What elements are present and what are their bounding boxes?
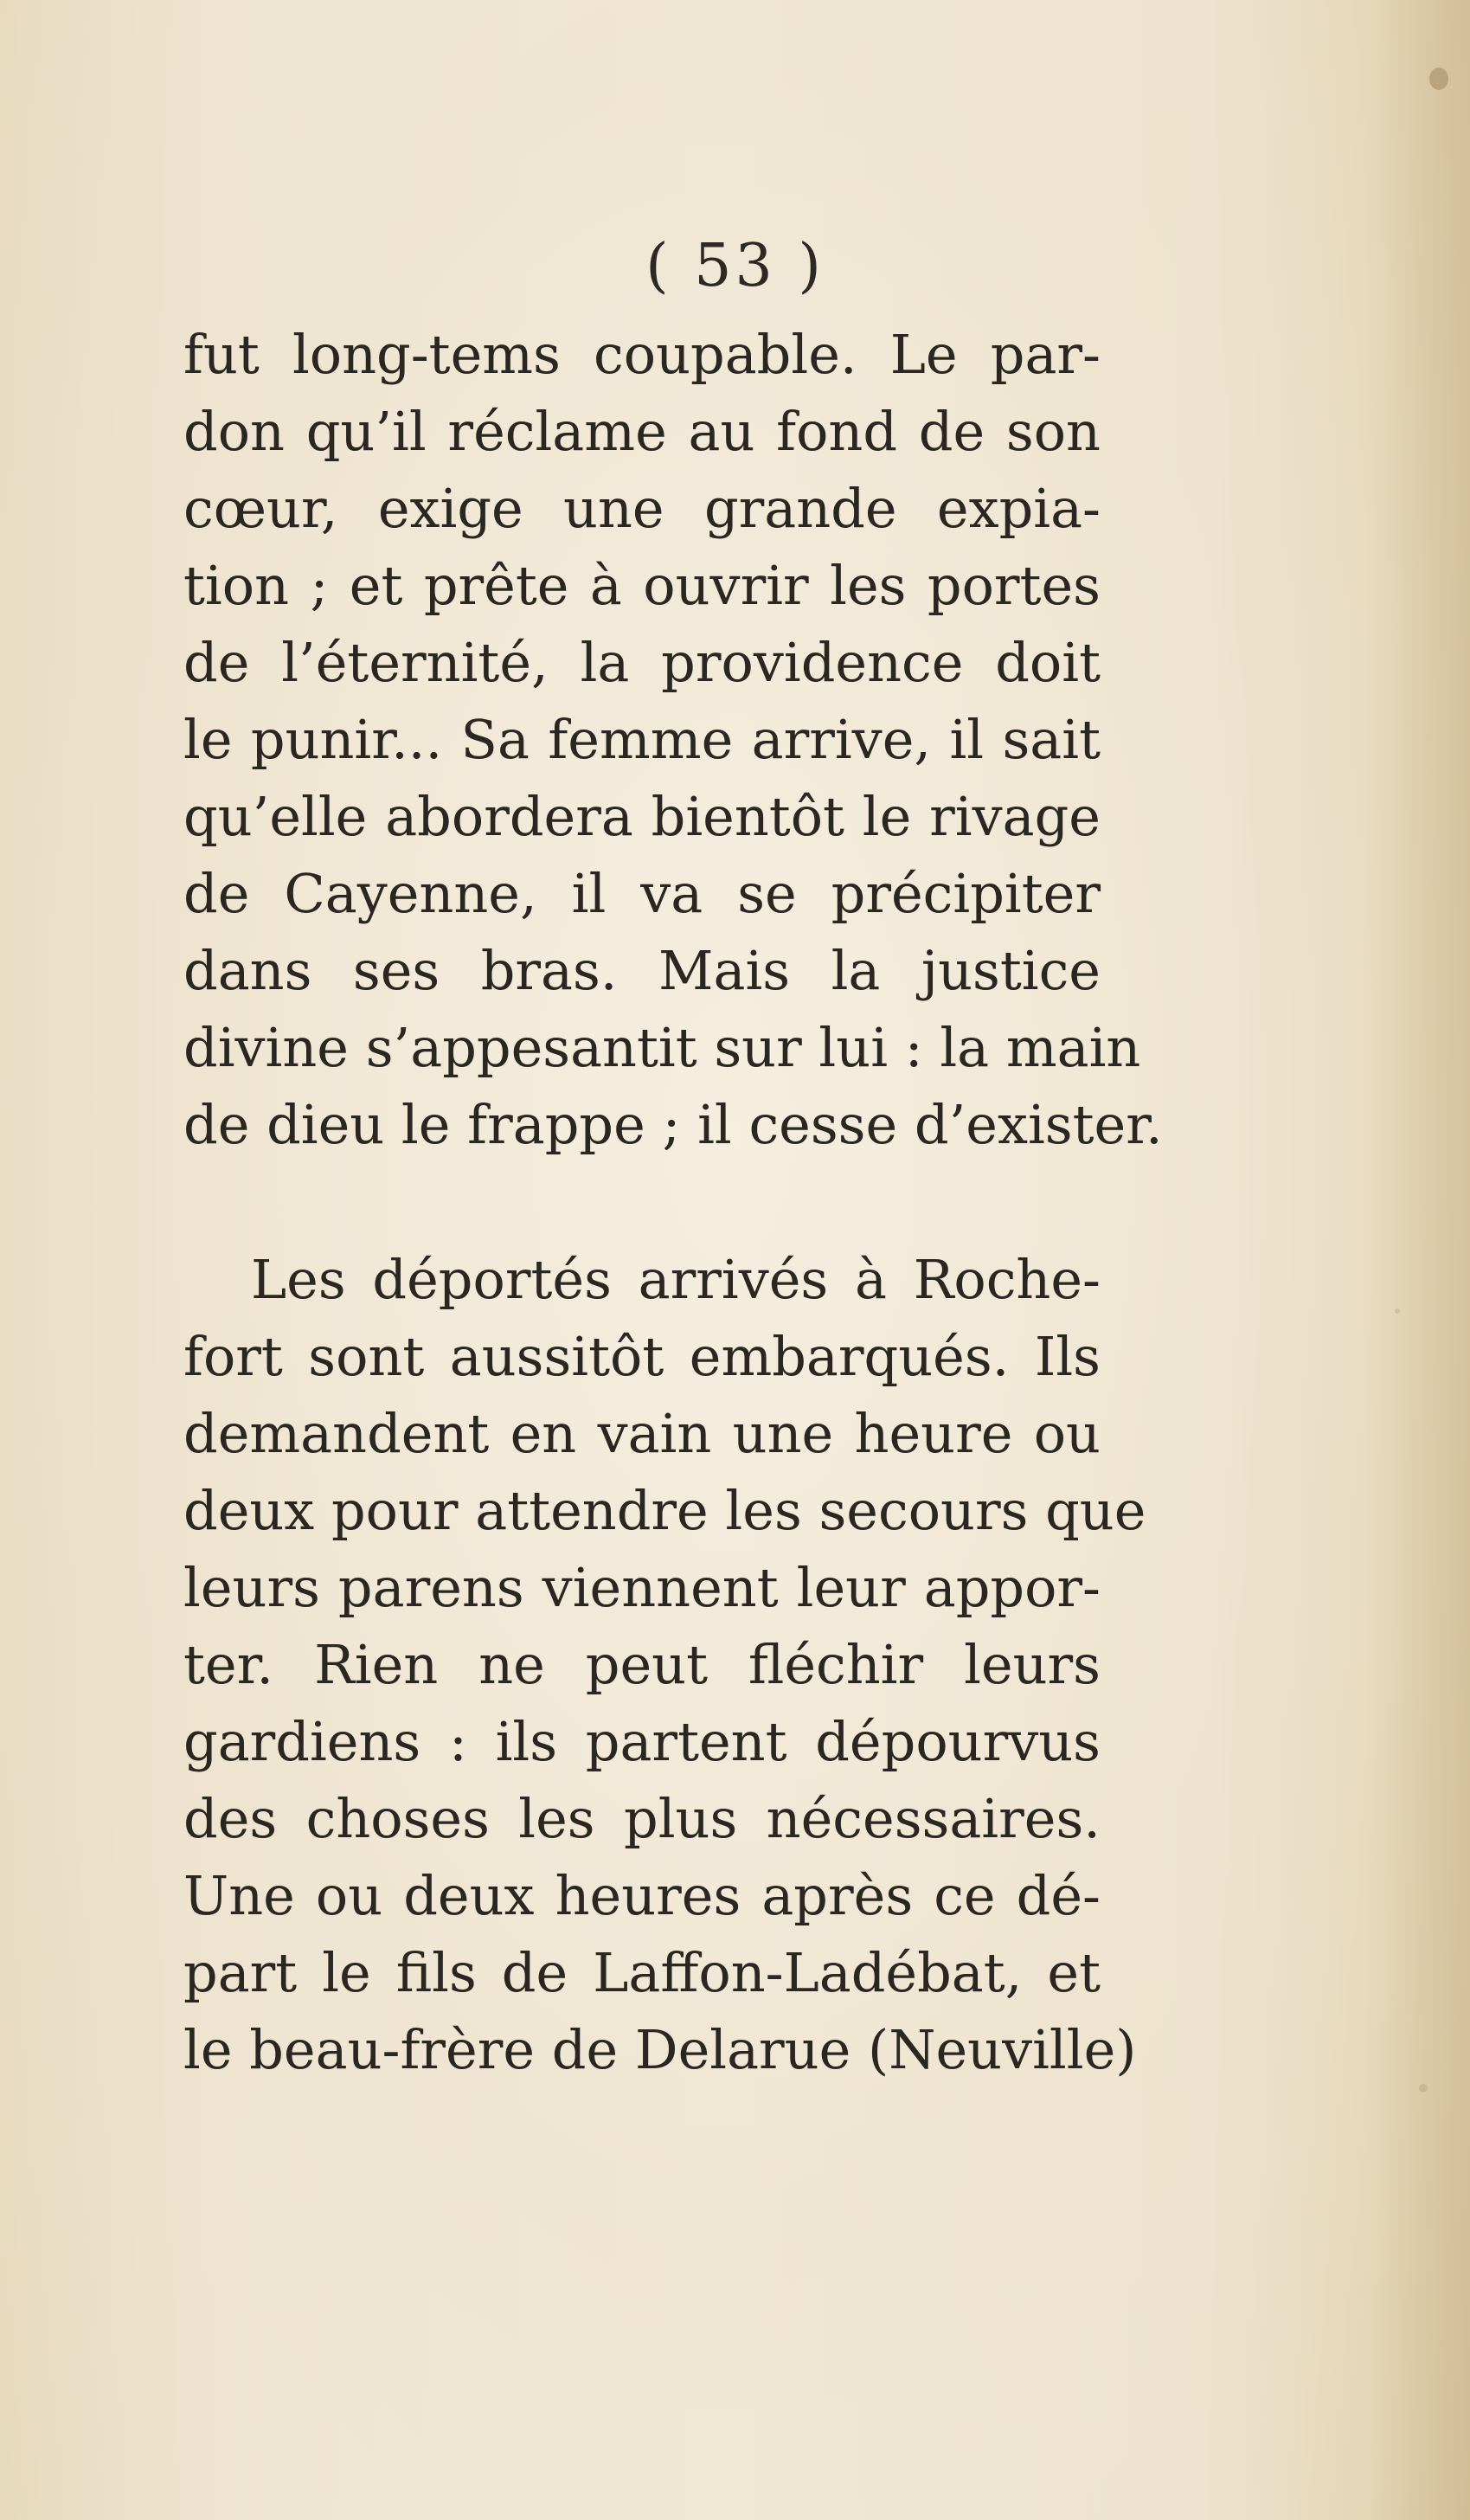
text-line: gardiens : ils partent dépourvus: [183, 1710, 1101, 1773]
text-line: leurs parens viennent leur appor-: [183, 1556, 1101, 1619]
text-line: dans ses bras. Mais la justice: [183, 939, 1101, 1002]
text-line: demandent en vain une heure ou: [183, 1402, 1101, 1465]
foxing-spot: [1419, 2084, 1428, 2092]
text-line: le beau-frère de Delarue (Neuville): [183, 2018, 1137, 2081]
text-line: Une ou deux heures après ce dé-: [183, 1864, 1101, 1927]
text-line: divine s’appesantit sur lui : la main: [183, 1016, 1141, 1079]
text-line: le punir... Sa femme arrive, il sait: [183, 708, 1101, 771]
page-number: ( 53 ): [645, 232, 825, 300]
text-line: Les déportés arrivés à Roche-: [251, 1248, 1101, 1311]
text-line: don qu’il réclame au fond de son: [183, 400, 1101, 463]
paragraph-2: [183, 1241, 1146, 2088]
foxing-spot: [1429, 68, 1448, 90]
paragraph-gap: [183, 1163, 1101, 1241]
text-line: de l’éternité, la providence doit: [183, 631, 1101, 694]
text-line: de Cayenne, il va se précipiter: [183, 862, 1101, 925]
page-edge-shading: [1366, 0, 1470, 2520]
text-line: de dieu le frappe ; il cesse d’exister.: [183, 1093, 1163, 1156]
text-line: cœur, exige une grande expia-: [183, 477, 1101, 540]
paragraph-1: [183, 316, 1163, 1163]
text-line: ter. Rien ne peut fléchir leurs: [183, 1633, 1101, 1696]
text-line: part le fils de Laffon-Ladébat, et: [183, 1941, 1101, 2004]
text-line: fut long-tems coupable. Le par-: [183, 323, 1101, 386]
text-line: tion ; et prête à ouvrir les portes: [183, 554, 1101, 617]
body-text: [183, 316, 1163, 2088]
foxing-spot: [1395, 1308, 1400, 1314]
text-line: fort sont aussitôt embarqués. Ils: [183, 1325, 1101, 1388]
text-line: qu’elle abordera bientôt le rivage: [183, 785, 1101, 848]
text-line: deux pour attendre les secours que: [183, 1479, 1146, 1542]
text-line: des choses les plus nécessaires.: [183, 1787, 1101, 1850]
